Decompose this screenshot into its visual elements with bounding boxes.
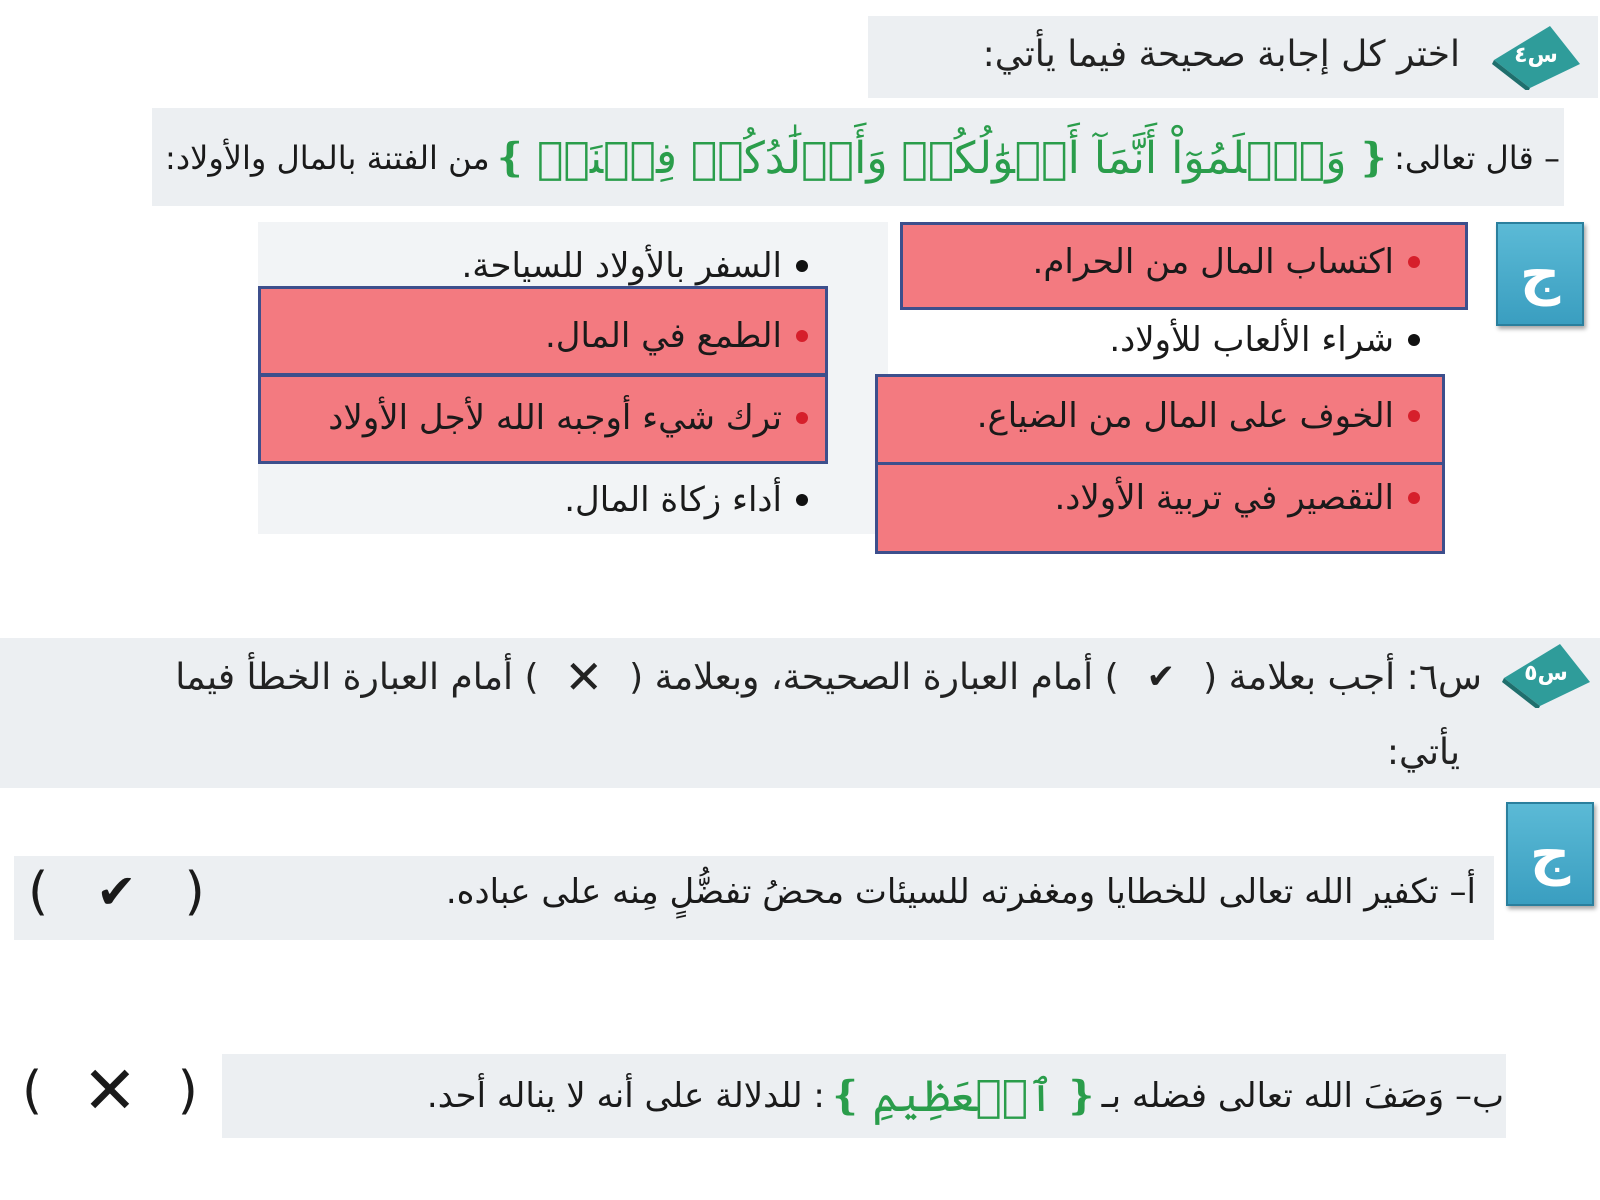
q4-option-label: التقصير في تربية الأولاد. — [1054, 478, 1394, 518]
q4-option[interactable] — [1033, 242, 1420, 282]
q5-badge-label: س٥ — [1524, 660, 1568, 686]
bullet-icon — [796, 330, 808, 342]
q5-answer-badge: ج — [1506, 802, 1594, 906]
q5-instruction — [175, 650, 1482, 704]
ornament-close-icon: ❵ — [493, 135, 528, 181]
ornament-open-icon: ❴ — [1064, 1073, 1098, 1119]
q4-option-label: ترك شيء أوجبه الله لأجل الأولاد — [328, 398, 782, 438]
q4-answer-badge: ج — [1496, 222, 1584, 326]
q5-instruction-part2: ) أمام العبارة الصحيحة، وبعلامة ( — [629, 656, 1119, 698]
q4-option[interactable] — [328, 398, 808, 438]
q4-instruction: اختر كل إجابة صحيحة فيما يأتي: — [982, 34, 1460, 75]
q4-option[interactable] — [1109, 320, 1420, 360]
q5-instruction-part3: ) أمام العبارة الخطأ فيما — [175, 656, 539, 698]
ornament-open-icon: ❴ — [1356, 135, 1391, 181]
paren-left: ( — [28, 862, 49, 922]
cross-icon: ✕ — [82, 1052, 138, 1129]
q4-badge — [1490, 20, 1582, 90]
q4-option[interactable] — [1054, 478, 1420, 518]
q4-option-label: السفر بالأولاد للسياحة. — [461, 246, 782, 286]
q4-option-label: أداء زكاة المال. — [564, 480, 782, 520]
q4-option-label: الخوف على المال من الضياع. — [976, 396, 1394, 436]
bullet-icon — [1408, 334, 1420, 346]
q4-verse: وَٱعۡلَمُوٓاْ أَنَّمَآ أَمۡوَٰلُكُمۡ وَأَوۡلَٰدُكُمۡ فِتۡنَةٞ — [537, 132, 1347, 184]
bullet-icon — [796, 412, 808, 424]
q4-option[interactable] — [545, 316, 808, 356]
q5-badge — [1500, 638, 1592, 708]
cross-icon: ✕ — [564, 650, 604, 704]
q4-badge-label: س٤ — [1514, 42, 1558, 68]
q4-option-label: شراء الألعاب للأولاد. — [1109, 320, 1394, 360]
paren-right: ) — [184, 862, 205, 922]
q5-instruction-part1: س٦: أجب بعلامة ( — [1203, 656, 1482, 698]
check-icon: ✔ — [96, 864, 137, 920]
q4-option[interactable] — [564, 480, 808, 520]
bullet-icon — [1408, 410, 1420, 422]
bullet-icon — [1408, 492, 1420, 504]
bullet-icon — [796, 260, 808, 272]
q4-prompt-after: من الفتنة بالمال والأولاد: — [165, 139, 490, 177]
q4-option[interactable] — [977, 396, 1420, 436]
q4-option-label: الطمع في المال. — [545, 316, 782, 356]
statement-b-answer — [22, 1052, 198, 1129]
q4-verse-line — [165, 116, 1560, 200]
statement-a-answer — [28, 862, 205, 922]
q4-prompt-before: – قال تعالى: — [1394, 139, 1560, 177]
q4-option[interactable] — [462, 246, 809, 286]
statement-b-quran: ٱلۡعَظِيمِ — [872, 1070, 1055, 1122]
paren-left: ( — [22, 1060, 43, 1121]
bullet-icon — [796, 494, 808, 506]
q4-option-label: اكتساب المال من الحرام. — [1032, 242, 1394, 282]
statement-b-before: ب– وَصَفَ الله تعالى فضله بـ — [1101, 1076, 1504, 1116]
statement-a-text: أ– تكفير الله تعالى للخطايا ومغفرته للسيئات محضُ تفضُّلٍ مِنه على عباده. — [445, 872, 1476, 912]
check-icon: ✔ — [1146, 657, 1176, 697]
statement-b-text — [427, 1058, 1504, 1134]
q5-instruction-line2: يأتي: — [1386, 732, 1460, 773]
statement-b-after: : للدلالة على أنه لا يناله أحد. — [426, 1076, 825, 1116]
bullet-icon — [1408, 256, 1420, 268]
paren-right: ) — [177, 1060, 198, 1121]
ornament-close-icon: ❵ — [828, 1073, 863, 1119]
